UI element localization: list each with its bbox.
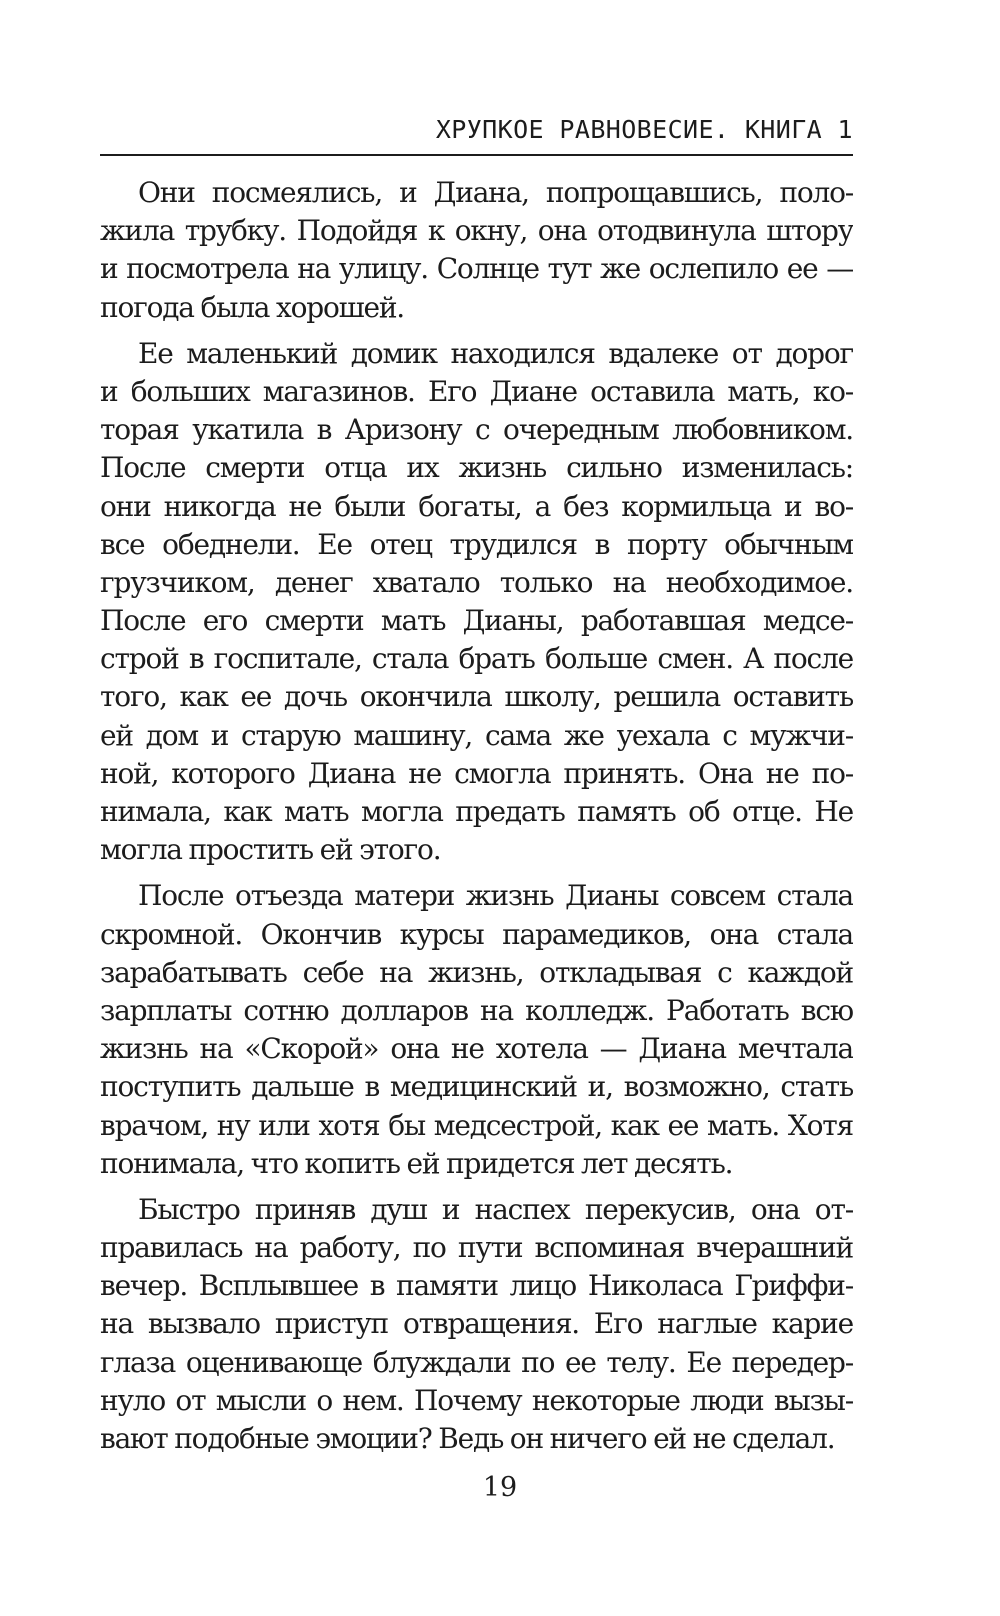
text-line: жила трубку. Подойдя к окну, она отодвинула штору bbox=[100, 214, 853, 248]
text-line: Ее маленький домик находился вдалеке от дорог bbox=[138, 336, 853, 370]
text-line: того, как ее дочь окончила школу, решила оставить bbox=[100, 680, 853, 714]
text-line: могла простить ей этого. bbox=[100, 833, 441, 867]
text-line: ей дом и старую машину, сама же уехала с мужчи- bbox=[100, 718, 853, 752]
text-line: погода была хорошей. bbox=[100, 290, 404, 324]
text-line: торая укатила в Аризону с очередным любовником. bbox=[100, 413, 853, 447]
text-line: зарабатывать себе на жизнь, откладывая с каждой bbox=[100, 955, 853, 989]
text-line: и посмотрела на улицу. Солнце тут же ослепило ее — bbox=[100, 252, 853, 286]
running-title: ХРУПКОЕ РАВНОВЕСИЕ. КНИГА 1 bbox=[435, 115, 853, 144]
text-line: глаза оценивающе блуждали по ее телу. Ее передер- bbox=[100, 1345, 853, 1379]
text-line: жизнь на «Скорой» она не хотела — Диана мечтала bbox=[100, 1032, 853, 1066]
text-line: строй в госпитале, стала брать больше смен. А после bbox=[100, 642, 853, 676]
text-line: Они посмеялись, и Диана, попрощавшись, поло- bbox=[138, 176, 853, 209]
body-text bbox=[100, 174, 853, 1466]
page-number: 19 bbox=[482, 1472, 518, 1503]
text-line: скромной. Окончив курсы парамедиков, она стала bbox=[100, 917, 853, 951]
text-line: нуло от мысли о нем. Почему некоторые люди вызы- bbox=[100, 1383, 853, 1417]
paragraph bbox=[100, 335, 853, 870]
running-header bbox=[100, 110, 853, 156]
paragraph bbox=[100, 174, 853, 327]
text-line: на вызвало приступ отвращения. Его наглые карие bbox=[100, 1307, 853, 1341]
text-line: правилась на работу, по пути вспоминая вчерашний bbox=[100, 1231, 853, 1265]
text-line: вечер. Всплывшее в памяти лицо Николаса Гриффи- bbox=[100, 1269, 853, 1303]
text-line: вают подобные эмоции? Ведь он ничего ей не сделал. bbox=[100, 1422, 835, 1455]
text-line: поступить дальше в медицинский и, возможно, стать bbox=[100, 1070, 853, 1104]
text-line: они никогда не были богаты, а без кормильца и во- bbox=[100, 489, 853, 523]
text-line: понимала, что копить ей придется лет десять. bbox=[100, 1146, 733, 1180]
text-line: После его смерти мать Дианы, работавшая медсе- bbox=[100, 604, 853, 638]
text-line: и больших магазинов. Его Диане оставила мать, ко- bbox=[100, 374, 853, 408]
text-line: Быстро приняв душ и наспех перекусив, она от- bbox=[138, 1192, 853, 1226]
text-line: нимала, как мать могла предать память об отце. Не bbox=[100, 795, 853, 828]
text-line: После отъезда матери жизнь Дианы совсем стала bbox=[138, 879, 853, 913]
text-line: ной, которого Диана не смогла принять. Она не по- bbox=[100, 756, 853, 790]
text-line: После смерти отца их жизнь сильно изменилась: bbox=[100, 451, 853, 485]
paragraph bbox=[100, 877, 853, 1183]
text-line: грузчиком, денег хватало только на необходимое. bbox=[100, 565, 853, 599]
paragraph bbox=[100, 1191, 853, 1458]
text-line: все обеднели. Ее отец трудился в порту обычным bbox=[100, 527, 853, 561]
text-line: зарплаты сотню долларов на колледж. Работать всю bbox=[100, 993, 853, 1027]
text-line: врачом, ну или хотя бы медсестрой, как ее мать. Хотя bbox=[100, 1108, 853, 1142]
